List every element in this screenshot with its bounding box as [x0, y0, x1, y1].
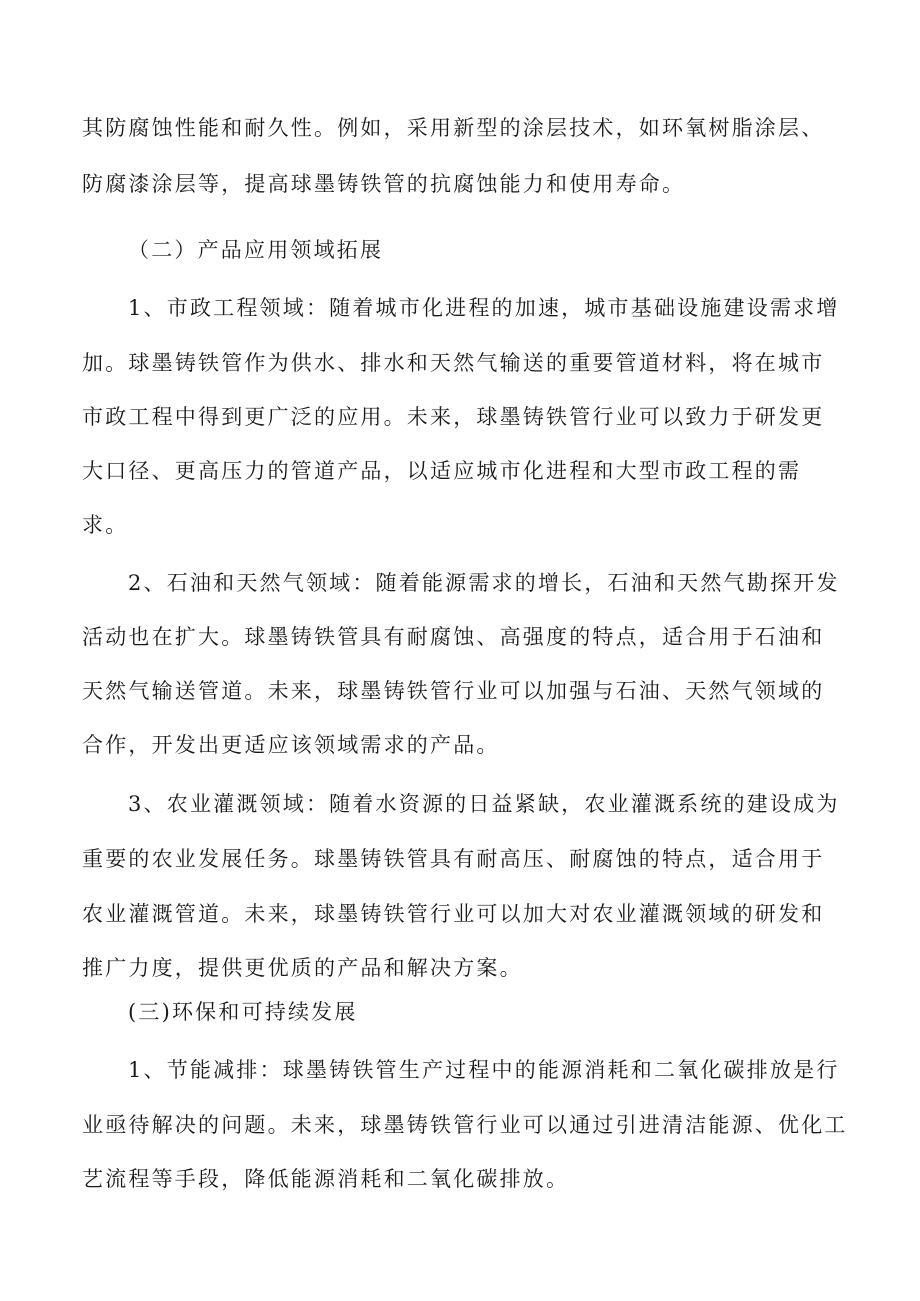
body-text-line: 1、市政工程领域：随着城市化进程的加速，城市基础设施建设需求增 [128, 296, 840, 320]
body-text-line: 加。球墨铸铁管作为供水、排水和天然气输送的重要管道材料，将在城市 [82, 351, 825, 375]
body-text-line: 推广力度，提供更优质的产品和解决方案。 [82, 956, 523, 980]
body-text-line: 业亟待解决的问题。未来，球墨铸铁管行业可以通过引进清洁能源、优化工 [82, 1113, 848, 1137]
body-text-line: 防腐漆涂层等，提高球墨铸铁管的抗腐蚀能力和使用寿命。 [82, 172, 686, 196]
body-text-line: 天然气输送管道。未来，球墨铸铁管行业可以加强与石油、天然气领域的 [82, 679, 825, 703]
body-text-line: 3、农业灌溉领域：随着水资源的日益紧缺，农业灌溉系统的建设成为 [128, 792, 840, 816]
body-text-line: 大口径、更高压力的管道产品，以适应城市化进程和大型市政工程的需 [82, 459, 802, 483]
body-text-line: 合作，开发出更适应该领域需求的产品。 [82, 733, 500, 757]
body-text-line: 重要的农业发展任务。球墨铸铁管具有耐高压、耐腐蚀的特点，适合用于 [82, 847, 825, 871]
body-text-line: 求。 [82, 513, 129, 537]
body-text-line: 2、石油和天然气领域：随着能源需求的增长，石油和天然气勘探开发 [128, 571, 840, 595]
body-text-line: 其防腐蚀性能和耐久性。例如，采用新型的涂层技术，如环氧树脂涂层、 [82, 116, 825, 140]
body-text-line: 艺流程等手段，降低能源消耗和二氧化碳排放。 [82, 1167, 570, 1191]
section-heading: （二）产品应用领域拓展 [128, 238, 384, 262]
section-heading: (三)环保和可持续发展 [128, 1000, 358, 1024]
body-text-line: 1、节能减排：球墨铸铁管生产过程中的能源消耗和二氧化碳排放是行 [128, 1058, 840, 1082]
body-text-line: 市政工程中得到更广泛的应用。未来，球墨铸铁管行业可以致力于研发更 [82, 405, 825, 429]
body-text-line: 活动也在扩大。球墨铸铁管具有耐腐蚀、高强度的特点，适合用于石油和 [82, 625, 825, 649]
body-text-line: 农业灌溉管道。未来，球墨铸铁管行业可以加大对农业灌溉领域的研发和 [82, 902, 825, 926]
